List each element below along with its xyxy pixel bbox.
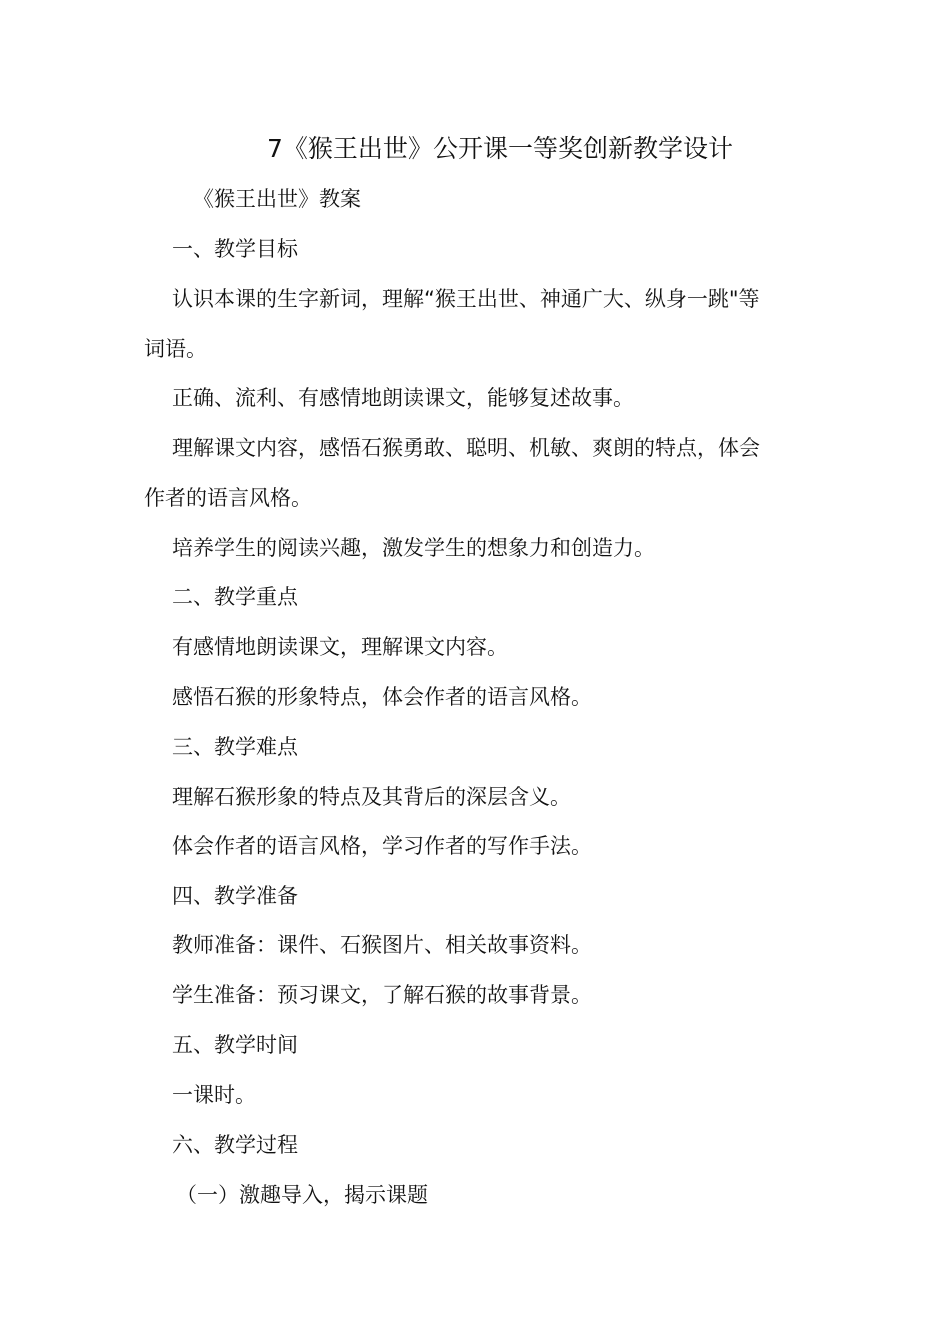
- paragraph-line: 学生准备：预习课文，了解石猴的故事背景。: [172, 983, 592, 1007]
- section-heading-time: 五、教学时间: [172, 1033, 298, 1057]
- document-title: 7《猴王出世》公开课一等奖创新教学设计: [267, 134, 733, 163]
- section-heading-process: 六、教学过程: [172, 1133, 298, 1157]
- section-heading-preparation: 四、教学准备: [172, 884, 298, 908]
- paragraph-line: 正确、流利、有感情地朗读课文，能够复述故事。: [172, 386, 634, 410]
- section-heading-difficulties: 三、教学难点: [172, 735, 298, 759]
- paragraph-line: 作者的语言风格。: [144, 486, 312, 510]
- section-heading-objectives: 一、教学目标: [172, 237, 298, 261]
- paragraph-line: 体会作者的语言风格，学习作者的写作手法。: [172, 834, 592, 858]
- paragraph-line: 教师准备：课件、石猴图片、相关故事资料。: [172, 933, 592, 957]
- paragraph-line: 有感情地朗读课文，理解课文内容。: [172, 635, 508, 659]
- paragraph-line: 一课时。: [172, 1083, 256, 1107]
- subsection-heading: （一）激趣导入，揭示课题: [176, 1183, 428, 1207]
- paragraph-line: 认识本课的生字新词，理解“猴王出世、神通广大、纵身一跳"等: [172, 287, 760, 311]
- paragraph-line: 培养学生的阅读兴趣，激发学生的想象力和创造力。: [172, 536, 655, 560]
- section-heading-key-points: 二、教学重点: [172, 585, 298, 609]
- paragraph-line: 理解石猴形象的特点及其背后的深层含义。: [172, 785, 571, 809]
- paragraph-line: 词语。: [144, 337, 207, 361]
- paragraph-line: 理解课文内容，感悟石猴勇敢、聪明、机敏、爽朗的特点，体会: [172, 436, 760, 460]
- lesson-plan-subtitle: 《猴王出世》教案: [193, 187, 361, 211]
- paragraph-line: 感悟石猴的形象特点，体会作者的语言风格。: [172, 685, 592, 709]
